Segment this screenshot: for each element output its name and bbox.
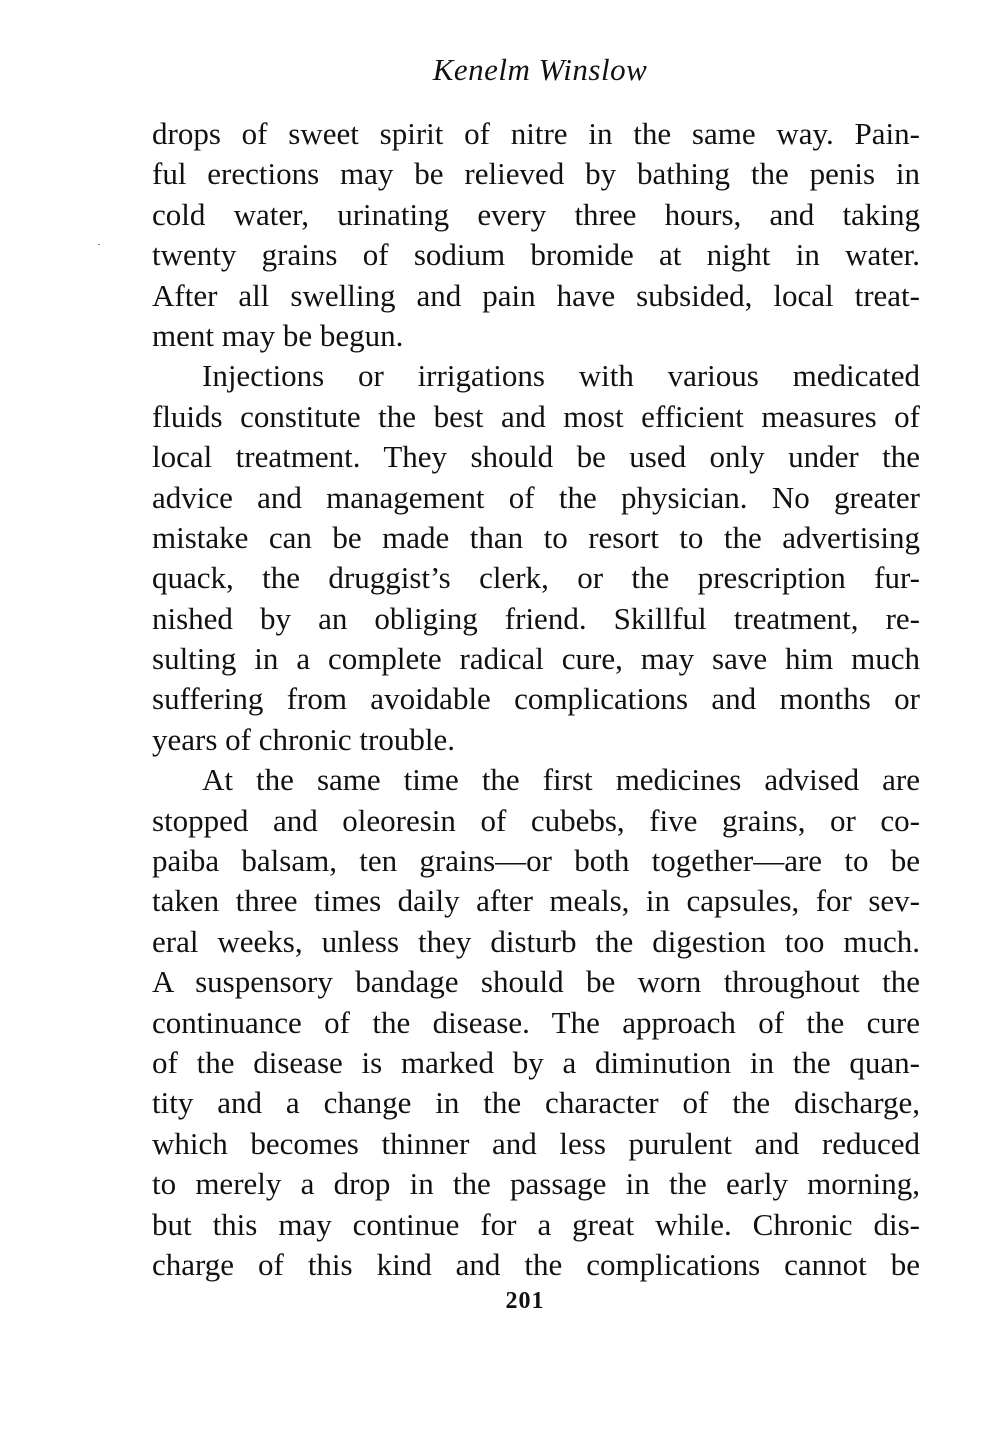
text-line: but this may continue for a great while. Chronic dis- [152, 1206, 920, 1242]
text-line: advice and management of the physician. No greater [152, 479, 920, 515]
text-line: mistake can be made than to resort to the advertising [152, 519, 920, 555]
text-line: Injections or irrigations with various medicated [202, 358, 920, 394]
text-line: cold water, urinating every three hours, and taking [152, 196, 920, 232]
text-line: twenty grains of sodium bromide at night in water. [152, 237, 920, 273]
text-line: nished by an obliging friend. Skillful treatment, re- [152, 600, 920, 636]
running-head: Kenelm Winslow [432, 52, 648, 87]
text-line: ment may be begun. [152, 317, 404, 353]
text-line: of the disease is marked by a diminution in the quan- [152, 1044, 920, 1080]
text-line: to merely a drop in the passage in the early morning, [152, 1166, 920, 1202]
text-line: tity and a change in the character of the discharge, [152, 1085, 920, 1121]
text-line: local treatment. They should be used only under the [152, 439, 920, 475]
text-line: drops of sweet spirit of nitre in the same way. Pain- [152, 116, 920, 151]
text-line: eral weeks, unless they disturb the digestion too much. [152, 923, 920, 959]
text-line: At the same time the first medicines advised are [202, 762, 920, 798]
paragraph [152, 356, 920, 760]
text-line: charge of this kind and the complications cannot be [152, 1246, 920, 1282]
text-line: suffering from avoidable complications and months or [152, 681, 920, 717]
page-number: 201 [505, 1288, 545, 1314]
text-line: A suspensory bandage should be worn throughout the [152, 964, 920, 1000]
paragraph [152, 114, 920, 356]
scan-speck [98, 244, 100, 245]
text-line: fluids constitute the best and most efficient measures of [152, 398, 920, 434]
text-line: paiba balsam, ten grains—or both together—are to be [152, 843, 920, 879]
text-line: stopped and oleoresin of cubebs, five grains, or co- [152, 802, 920, 838]
text-line: continuance of the disease. The approach of the cure [152, 1004, 920, 1040]
text-line: ful erections may be relieved by bathing the penis in [152, 156, 920, 192]
text-line: years of chronic trouble. [152, 721, 455, 757]
text-line: which becomes thinner and less purulent and reduced [152, 1125, 920, 1161]
text-line: taken three times daily after meals, in capsules, for sev- [152, 883, 920, 919]
paragraph [152, 760, 920, 1285]
body-text [152, 114, 920, 1285]
text-line: quack, the druggist’s clerk, or the prescription fur- [152, 560, 920, 596]
text-line: sulting in a complete radical cure, may save him much [152, 641, 920, 677]
text-line: After all swelling and pain have subsided, local treat- [152, 277, 920, 313]
